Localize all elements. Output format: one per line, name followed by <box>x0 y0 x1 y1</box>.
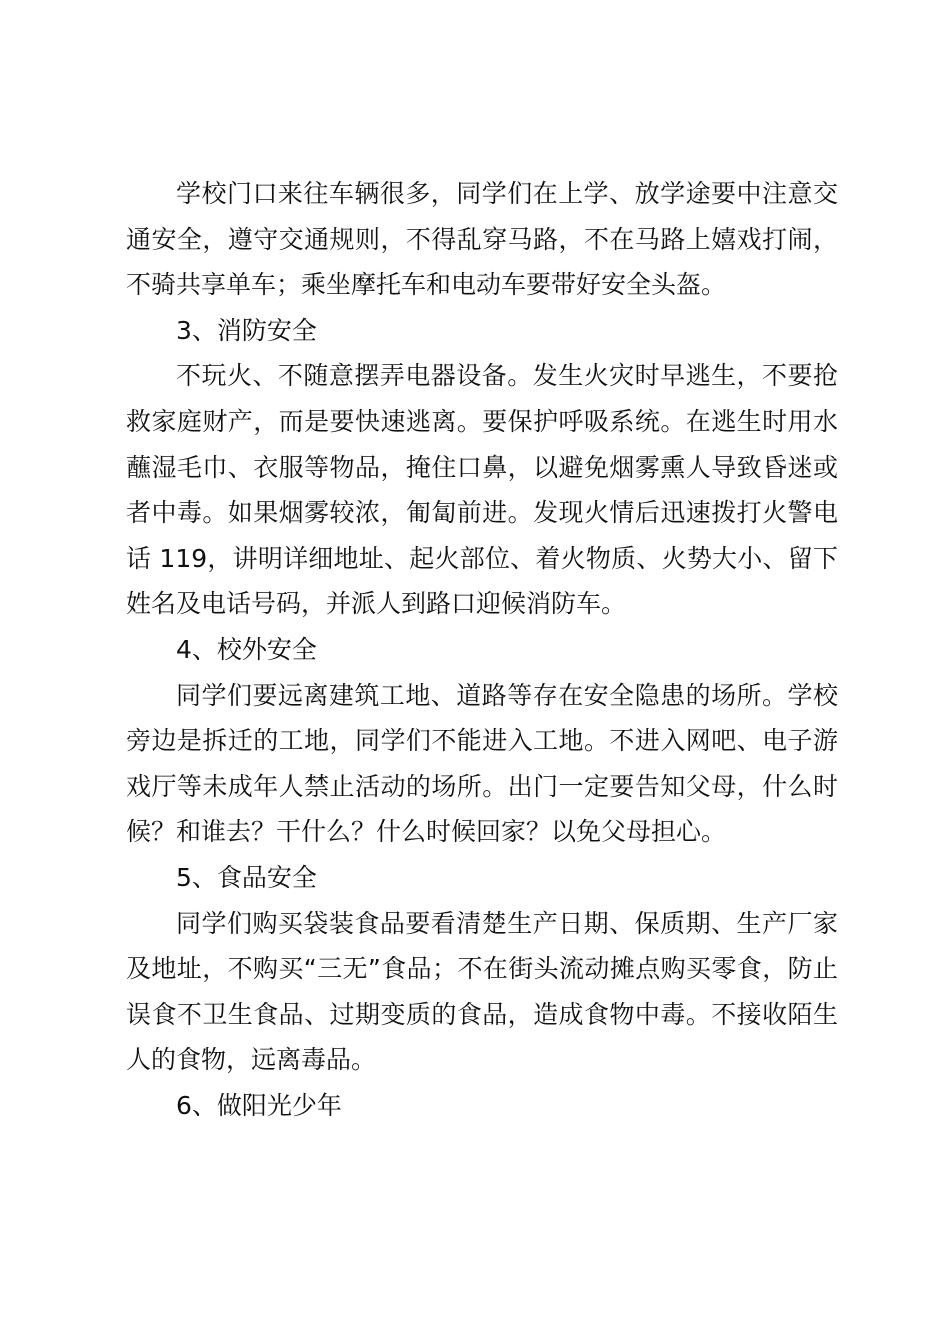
document-body <box>126 171 838 1128</box>
heading-food-safety: 5、食品安全 <box>176 862 317 892</box>
paragraph-off-campus-safety: 同学们要远离建筑工地、道路等存在安全隐患的场所。学校旁边是拆迁的工地，同学们不能进入工地。不进入网吧、电子游戏厅等未成年人禁止活动的场所。出门一定要告知父母，什么时候？和谁去？干什么？什么时候回家？以免父母担心。 <box>126 680 838 847</box>
heading-off-campus-safety: 4、校外安全 <box>176 634 317 664</box>
paragraph-fire-safety: 不玩火、不随意摆弄电器设备。发生火灾时早逃生，不要抢救家庭财产，而是要快速逃离。要保护呼吸系统。在逃生时用水蘸湿毛巾、衣服等物品，掩住口鼻，以避免烟雾熏人导致昏迷或者中毒。如果烟雾较浓，匍匐前进。发现火情后迅速拨打火警电话 119，讲明详细地址、起火部位、着火物质、火势大小、留下姓名及电话号码，并派人到路口迎候消防车。 <box>126 361 838 619</box>
heading-sunny-youth: 6、做阳光少年 <box>176 1090 342 1120</box>
heading-fire-safety: 3、消防安全 <box>176 315 317 345</box>
paragraph-traffic-safety: 学校门口来往车辆很多，同学们在上学、放学途要中注意交通安全，遵守交通规则，不得乱穿马路，不在马路上嬉戏打闹，不骑共享单车；乘坐摩托车和电动车要带好安全头盔。 <box>126 179 838 300</box>
paragraph-food-safety: 同学们购买袋装食品要看清楚生产日期、保质期、生产厂家及地址，不购买“三无”食品；不在街头流动摊点购买零食，防止误食不卫生食品、过期变质的食品，造成食物中毒。不接收陌生人的食物，远离毒品。 <box>126 908 838 1075</box>
